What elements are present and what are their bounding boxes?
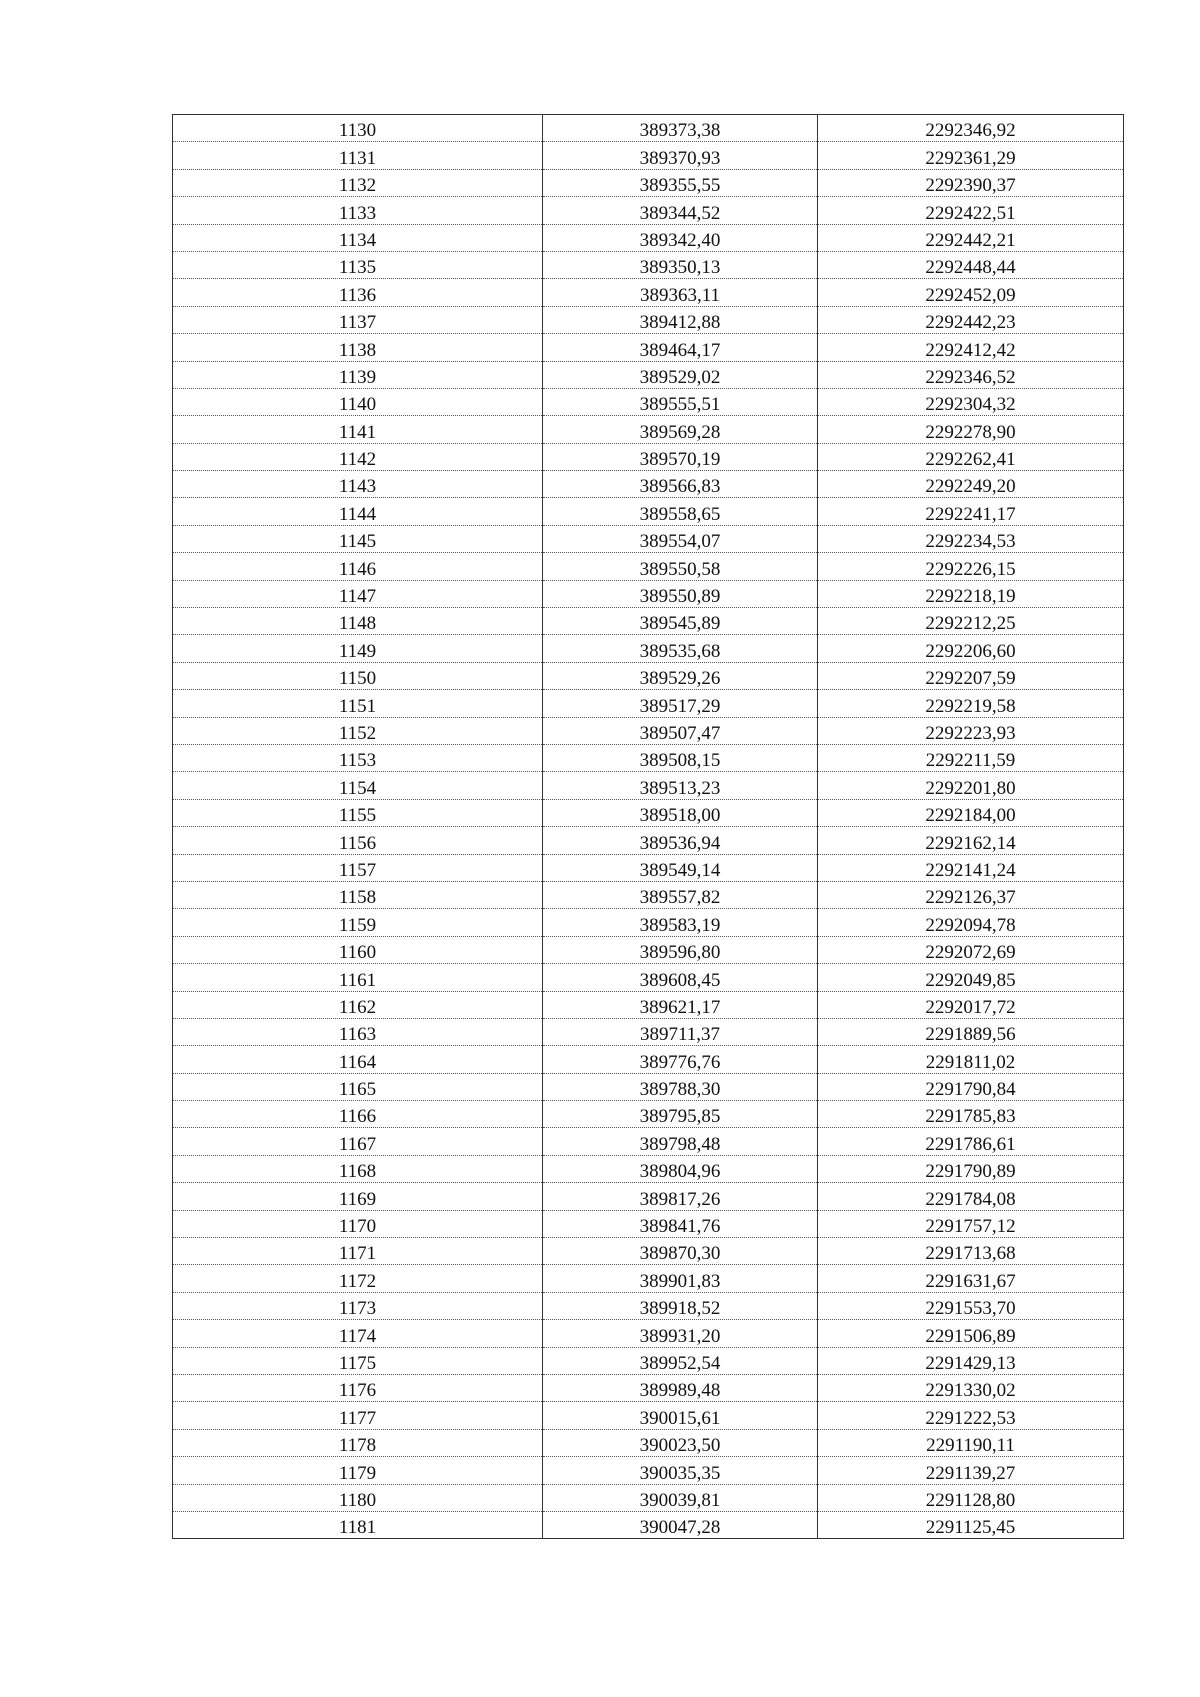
y-coordinate-cell: 2292201,80 [818,772,1124,799]
point-number-cell: 1154 [173,772,543,799]
x-coordinate-cell: 389508,15 [543,744,818,771]
x-coordinate-cell: 389569,28 [543,416,818,443]
y-coordinate-cell: 2292442,21 [818,224,1124,251]
x-coordinate-cell: 390015,61 [543,1402,818,1429]
y-coordinate-cell: 2291790,84 [818,1073,1124,1100]
y-coordinate-cell: 2292262,41 [818,443,1124,470]
table-row [173,1046,1124,1073]
table-row [173,1429,1124,1456]
x-coordinate-cell: 389550,58 [543,553,818,580]
x-coordinate-cell: 389596,80 [543,936,818,963]
y-coordinate-cell: 2291222,53 [818,1402,1124,1429]
y-coordinate-cell: 2291811,02 [818,1046,1124,1073]
x-coordinate-cell: 389798,48 [543,1128,818,1155]
y-coordinate-cell: 2292346,92 [818,115,1124,142]
point-number-cell: 1166 [173,1101,543,1128]
y-coordinate-cell: 2292241,17 [818,498,1124,525]
table-row [173,361,1124,388]
x-coordinate-cell: 389344,52 [543,197,818,224]
x-coordinate-cell: 390039,81 [543,1484,818,1511]
point-number-cell: 1138 [173,334,543,361]
x-coordinate-cell: 389989,48 [543,1374,818,1401]
table-row [173,1374,1124,1401]
y-coordinate-cell: 2292249,20 [818,471,1124,498]
y-coordinate-cell: 2291757,12 [818,1210,1124,1237]
table-row [173,1457,1124,1484]
table-row [173,1073,1124,1100]
x-coordinate-cell: 389711,37 [543,1018,818,1045]
point-number-cell: 1133 [173,197,543,224]
point-number-cell: 1177 [173,1402,543,1429]
point-number-cell: 1162 [173,991,543,1018]
y-coordinate-cell: 2292278,90 [818,416,1124,443]
table-row [173,334,1124,361]
point-number-cell: 1153 [173,744,543,771]
y-coordinate-cell: 2292184,00 [818,799,1124,826]
y-coordinate-cell: 2292442,23 [818,306,1124,333]
point-number-cell: 1173 [173,1292,543,1319]
y-coordinate-cell: 2292207,59 [818,662,1124,689]
y-coordinate-cell: 2292162,14 [818,827,1124,854]
x-coordinate-cell: 389555,51 [543,388,818,415]
x-coordinate-cell: 389370,93 [543,142,818,169]
y-coordinate-cell: 2292448,44 [818,251,1124,278]
x-coordinate-cell: 389566,83 [543,471,818,498]
y-coordinate-cell: 2292212,25 [818,608,1124,635]
x-coordinate-cell: 389817,26 [543,1183,818,1210]
x-coordinate-cell: 389550,89 [543,580,818,607]
point-number-cell: 1175 [173,1347,543,1374]
table-row [173,443,1124,470]
point-number-cell: 1158 [173,881,543,908]
table-row [173,169,1124,196]
table-row [173,306,1124,333]
point-number-cell: 1176 [173,1374,543,1401]
table-row [173,854,1124,881]
x-coordinate-cell: 390023,50 [543,1429,818,1456]
x-coordinate-cell: 389570,19 [543,443,818,470]
point-number-cell: 1130 [173,115,543,142]
table-row [173,608,1124,635]
x-coordinate-cell: 389529,26 [543,662,818,689]
point-number-cell: 1142 [173,443,543,470]
y-coordinate-cell: 2292412,42 [818,334,1124,361]
y-coordinate-cell: 2291786,61 [818,1128,1124,1155]
table-row [173,1347,1124,1374]
x-coordinate-cell: 389583,19 [543,909,818,936]
x-coordinate-cell: 389373,38 [543,115,818,142]
point-number-cell: 1161 [173,964,543,991]
point-number-cell: 1135 [173,251,543,278]
coordinates-table [172,114,1124,1539]
point-number-cell: 1137 [173,306,543,333]
x-coordinate-cell: 389608,45 [543,964,818,991]
point-number-cell: 1155 [173,799,543,826]
point-number-cell: 1165 [173,1073,543,1100]
table-row [173,690,1124,717]
point-number-cell: 1168 [173,1155,543,1182]
point-number-cell: 1163 [173,1018,543,1045]
y-coordinate-cell: 2291139,27 [818,1457,1124,1484]
table-row [173,1320,1124,1347]
point-number-cell: 1180 [173,1484,543,1511]
y-coordinate-cell: 2291631,67 [818,1265,1124,1292]
point-number-cell: 1146 [173,553,543,580]
point-number-cell: 1179 [173,1457,543,1484]
point-number-cell: 1152 [173,717,543,744]
y-coordinate-cell: 2292304,32 [818,388,1124,415]
y-coordinate-cell: 2291713,68 [818,1238,1124,1265]
table-row [173,279,1124,306]
y-coordinate-cell: 2292234,53 [818,525,1124,552]
x-coordinate-cell: 389841,76 [543,1210,818,1237]
y-coordinate-cell: 2291190,11 [818,1429,1124,1456]
x-coordinate-cell: 389901,83 [543,1265,818,1292]
point-number-cell: 1167 [173,1128,543,1155]
point-number-cell: 1132 [173,169,543,196]
x-coordinate-cell: 389412,88 [543,306,818,333]
x-coordinate-cell: 389621,17 [543,991,818,1018]
point-number-cell: 1131 [173,142,543,169]
table-row [173,1292,1124,1319]
y-coordinate-cell: 2291889,56 [818,1018,1124,1045]
table-row [173,498,1124,525]
point-number-cell: 1164 [173,1046,543,1073]
y-coordinate-cell: 2291128,80 [818,1484,1124,1511]
point-number-cell: 1178 [173,1429,543,1456]
coordinates-table-body [173,115,1124,1539]
y-coordinate-cell: 2291330,02 [818,1374,1124,1401]
y-coordinate-cell: 2291790,89 [818,1155,1124,1182]
x-coordinate-cell: 389535,68 [543,635,818,662]
y-coordinate-cell: 2292223,93 [818,717,1124,744]
y-coordinate-cell: 2292422,51 [818,197,1124,224]
point-number-cell: 1149 [173,635,543,662]
table-row [173,964,1124,991]
table-row [173,1484,1124,1511]
table-row [173,224,1124,251]
point-number-cell: 1140 [173,388,543,415]
point-number-cell: 1156 [173,827,543,854]
x-coordinate-cell: 389545,89 [543,608,818,635]
y-coordinate-cell: 2292218,19 [818,580,1124,607]
point-number-cell: 1157 [173,854,543,881]
x-coordinate-cell: 390035,35 [543,1457,818,1484]
x-coordinate-cell: 389536,94 [543,827,818,854]
table-row [173,525,1124,552]
x-coordinate-cell: 389776,76 [543,1046,818,1073]
y-coordinate-cell: 2292141,24 [818,854,1124,881]
point-number-cell: 1181 [173,1511,543,1538]
x-coordinate-cell: 389350,13 [543,251,818,278]
x-coordinate-cell: 389464,17 [543,334,818,361]
point-number-cell: 1139 [173,361,543,388]
y-coordinate-cell: 2292017,72 [818,991,1124,1018]
point-number-cell: 1160 [173,936,543,963]
table-row [173,416,1124,443]
x-coordinate-cell: 389931,20 [543,1320,818,1347]
point-number-cell: 1159 [173,909,543,936]
point-number-cell: 1147 [173,580,543,607]
point-number-cell: 1148 [173,608,543,635]
x-coordinate-cell: 389952,54 [543,1347,818,1374]
table-row [173,142,1124,169]
point-number-cell: 1136 [173,279,543,306]
table-row [173,1238,1124,1265]
table-row [173,744,1124,771]
x-coordinate-cell: 389363,11 [543,279,818,306]
y-coordinate-cell: 2291429,13 [818,1347,1124,1374]
y-coordinate-cell: 2292390,37 [818,169,1124,196]
y-coordinate-cell: 2292211,59 [818,744,1124,771]
x-coordinate-cell: 389549,14 [543,854,818,881]
table-row [173,936,1124,963]
point-number-cell: 1174 [173,1320,543,1347]
point-number-cell: 1151 [173,690,543,717]
y-coordinate-cell: 2292219,58 [818,690,1124,717]
x-coordinate-cell: 389804,96 [543,1155,818,1182]
point-number-cell: 1144 [173,498,543,525]
point-number-cell: 1141 [173,416,543,443]
point-number-cell: 1150 [173,662,543,689]
y-coordinate-cell: 2292094,78 [818,909,1124,936]
y-coordinate-cell: 2291784,08 [818,1183,1124,1210]
y-coordinate-cell: 2292226,15 [818,553,1124,580]
y-coordinate-cell: 2292361,29 [818,142,1124,169]
table-row [173,1183,1124,1210]
y-coordinate-cell: 2291506,89 [818,1320,1124,1347]
x-coordinate-cell: 389554,07 [543,525,818,552]
table-row [173,827,1124,854]
y-coordinate-cell: 2292126,37 [818,881,1124,908]
point-number-cell: 1143 [173,471,543,498]
table-row [173,1265,1124,1292]
y-coordinate-cell: 2291553,70 [818,1292,1124,1319]
table-row [173,553,1124,580]
point-number-cell: 1171 [173,1238,543,1265]
point-number-cell: 1134 [173,224,543,251]
table-row [173,772,1124,799]
x-coordinate-cell: 389513,23 [543,772,818,799]
x-coordinate-cell: 389355,55 [543,169,818,196]
table-row [173,1210,1124,1237]
table-row [173,662,1124,689]
table-row [173,1101,1124,1128]
x-coordinate-cell: 389517,29 [543,690,818,717]
point-number-cell: 1145 [173,525,543,552]
table-row [173,388,1124,415]
y-coordinate-cell: 2291785,83 [818,1101,1124,1128]
table-row [173,799,1124,826]
x-coordinate-cell: 389342,40 [543,224,818,251]
y-coordinate-cell: 2292452,09 [818,279,1124,306]
table-row [173,251,1124,278]
table-row [173,991,1124,1018]
x-coordinate-cell: 389518,00 [543,799,818,826]
x-coordinate-cell: 389558,65 [543,498,818,525]
table-row [173,197,1124,224]
x-coordinate-cell: 389529,02 [543,361,818,388]
point-number-cell: 1172 [173,1265,543,1292]
x-coordinate-cell: 389795,85 [543,1101,818,1128]
y-coordinate-cell: 2291125,45 [818,1511,1124,1538]
table-row [173,1402,1124,1429]
x-coordinate-cell: 389788,30 [543,1073,818,1100]
table-row [173,1511,1124,1538]
y-coordinate-cell: 2292072,69 [818,936,1124,963]
table-row [173,471,1124,498]
x-coordinate-cell: 389918,52 [543,1292,818,1319]
y-coordinate-cell: 2292049,85 [818,964,1124,991]
point-number-cell: 1170 [173,1210,543,1237]
table-row [173,115,1124,142]
x-coordinate-cell: 389870,30 [543,1238,818,1265]
table-row [173,717,1124,744]
y-coordinate-cell: 2292346,52 [818,361,1124,388]
table-row [173,1018,1124,1045]
point-number-cell: 1169 [173,1183,543,1210]
table-row [173,909,1124,936]
table-row [173,580,1124,607]
table-row [173,881,1124,908]
x-coordinate-cell: 389507,47 [543,717,818,744]
x-coordinate-cell: 389557,82 [543,881,818,908]
table-row [173,1128,1124,1155]
x-coordinate-cell: 390047,28 [543,1511,818,1538]
table-row [173,1155,1124,1182]
y-coordinate-cell: 2292206,60 [818,635,1124,662]
table-row [173,635,1124,662]
